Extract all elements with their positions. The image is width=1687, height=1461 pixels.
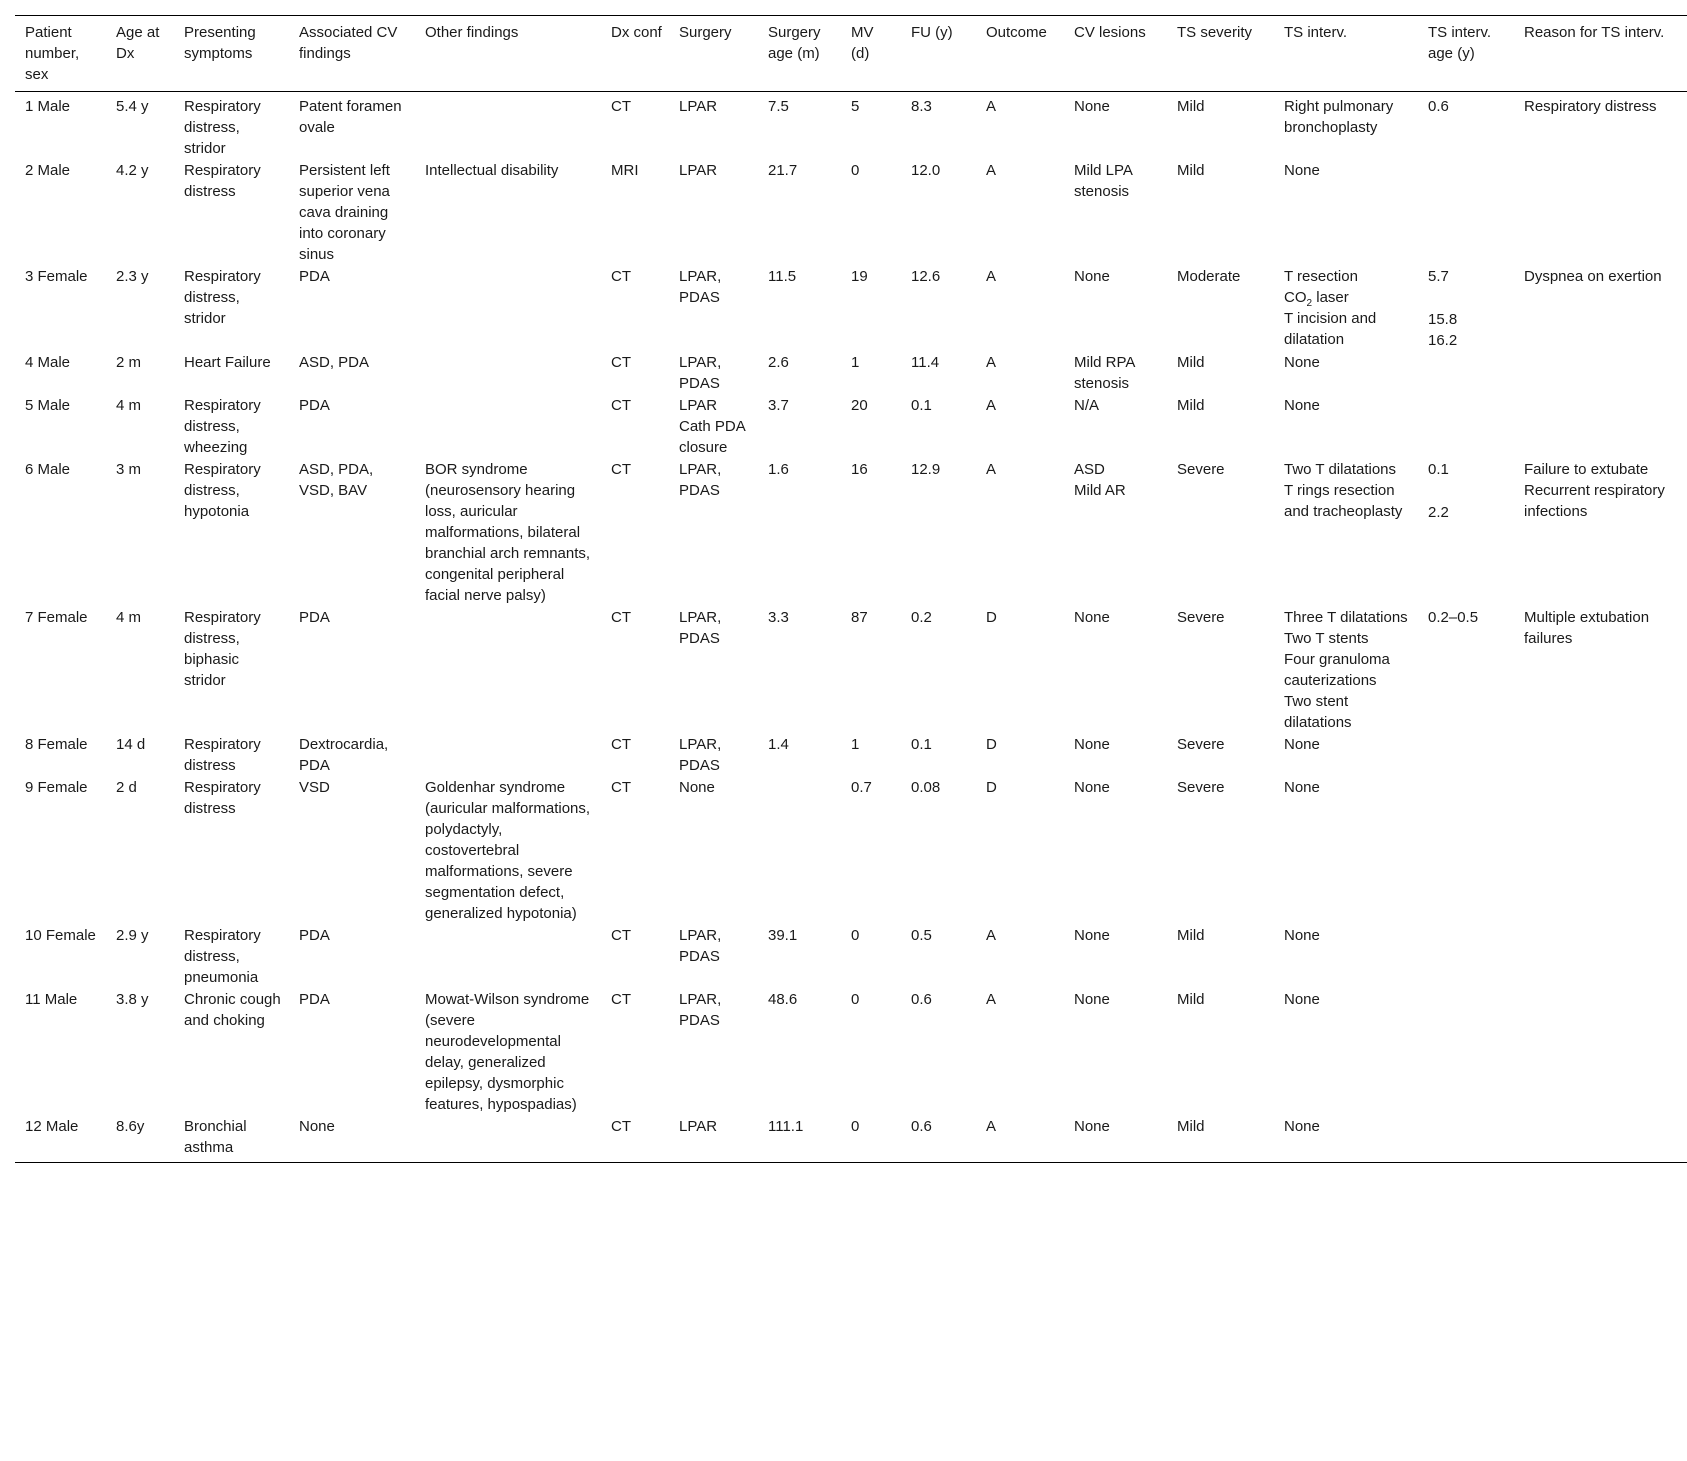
cell-reason [1514, 777, 1687, 925]
cell-surgery-age: 48.6 [768, 991, 798, 1008]
table-row [15, 92, 1687, 161]
cell-age: 2.9 y [116, 927, 149, 944]
cell-dx-conf: MRI [611, 162, 639, 179]
cell-outcome: A [986, 461, 997, 478]
cell-cv-findings: PDA [299, 991, 330, 1008]
cell-age: 4 m [116, 397, 142, 414]
cell-ts-interv: None [1284, 991, 1320, 1008]
cell-surgery-age: 3.7 [768, 397, 789, 414]
cell-patient: 10 Female [25, 927, 96, 944]
cell-surgery: LPAR [669, 1116, 758, 1163]
col-header-cv-findings: Associated CV findings [289, 16, 415, 92]
cell-cv-findings: None [289, 1116, 415, 1163]
laser-text: laser [1312, 289, 1349, 306]
ts-interv-entry: T resection [1284, 268, 1358, 285]
cell-age: 4 m [116, 609, 142, 626]
cell-other [415, 352, 601, 395]
ts-interv-entry: Two T dilatations [1284, 461, 1397, 478]
cell-surgery: LPAR [679, 98, 718, 115]
cell-ts-interv: None [1284, 354, 1320, 371]
cell-mv: 0 [851, 927, 860, 944]
table-row [15, 266, 1687, 352]
col-header-age: Age at Dx [106, 16, 174, 92]
table-row [15, 1116, 1687, 1163]
cell-surgery-age: 39.1 [768, 927, 798, 944]
cell-other: Mowat-Wilson syndrome (severe neurodevelopmental delay, generalized epilepsy, dysmorphic features, hypospadias) [425, 991, 590, 1113]
cell-surgery-age: 3.3 [768, 609, 789, 626]
cell-patient: 11 Male [25, 991, 78, 1008]
cell-surgery: LPAR Cath PDA closure [679, 397, 745, 456]
cell-fu: 11.4 [911, 354, 940, 371]
cell-dx-conf: CT [611, 268, 631, 285]
cell-cv-findings: PDA [299, 268, 330, 285]
cell-cv-lesions: None [1074, 927, 1110, 944]
cell-reason [1514, 459, 1687, 607]
cell-outcome: D [986, 609, 997, 626]
cell-fu: 0.2 [911, 609, 932, 626]
table-body [15, 92, 1687, 1163]
cell-outcome: A [986, 98, 997, 115]
cell-symptoms: Respiratory distress, stridor [184, 268, 261, 327]
ts-interv-entry: Three T dilatations [1284, 609, 1408, 626]
cell-ts-interv [1274, 266, 1418, 352]
cell-mv: 87 [851, 609, 868, 626]
patient-table [15, 15, 1687, 1163]
cell-other [415, 925, 601, 989]
cell-cv-lesions: None [1074, 991, 1110, 1008]
cell-mv: 0 [841, 1116, 901, 1163]
cell-symptoms: Respiratory distress, pneumonia [184, 927, 261, 986]
cell-symptoms: Respiratory distress, wheezing [184, 397, 261, 456]
cell-dx-conf: CT [611, 609, 631, 626]
cell-patient: 9 Female [25, 779, 88, 796]
cell-other: Goldenhar syndrome (auricular malformations, polydactyly, costovertebral malformations, severe segmentation defect, generalized hypotonia) [425, 779, 591, 922]
cell-symptoms: Respiratory distress, stridor [184, 98, 261, 157]
cell-patient: 2 Male [25, 162, 71, 179]
table-row [15, 734, 1687, 777]
cell-symptoms: Chronic cough and choking [184, 991, 281, 1029]
cell-surgery-age: 21.7 [768, 162, 798, 179]
cell-cv-findings: VSD [299, 779, 330, 796]
cell-surgery: LPAR, PDAS [679, 927, 722, 965]
cell-fu: 12.6 [911, 268, 941, 285]
table-row [15, 395, 1687, 459]
cell-ts-interv: Right pulmonary bronchoplasty [1284, 98, 1394, 136]
spacer [1428, 287, 1508, 309]
cell-dx-conf: CT [611, 354, 631, 371]
cell-age: 2 m [116, 354, 142, 371]
ts-interv-age-entry: 2.2 [1428, 504, 1449, 521]
cell-outcome: A [986, 991, 997, 1008]
ts-interv-age-entry: 16.2 [1428, 332, 1458, 349]
cell-surgery-age: 111.1 [758, 1116, 841, 1163]
cell-outcome: A [986, 162, 997, 179]
cell-other [415, 266, 601, 352]
cell-mv: 20 [851, 397, 868, 414]
cell-fu: 0.08 [911, 779, 941, 796]
cell-patient: 8 Female [25, 736, 88, 753]
col-header-surgery: Surgery [669, 16, 758, 92]
cell-mv: 0 [851, 991, 860, 1008]
cell-age: 3 m [116, 461, 142, 478]
ts-interv-entry: Two T stents [1284, 630, 1369, 647]
cell-reason [1514, 925, 1687, 989]
cell-ts-severity: Severe [1177, 609, 1225, 626]
ts-interv-entry [1284, 287, 1412, 308]
cell-ts-severity: Mild [1177, 927, 1205, 944]
cell-ts-interv-age [1418, 777, 1514, 925]
cell-fu: 0.1 [911, 736, 932, 753]
cv-lesion-entry: Mild AR [1074, 482, 1126, 499]
header-row [15, 16, 1687, 92]
cell-age: 4.2 y [116, 162, 149, 179]
reason-entry: Failure to extubate [1524, 461, 1649, 478]
cell-fu: 0.1 [911, 397, 932, 414]
cell-dx-conf: CT [611, 736, 631, 753]
cell-cv-lesions: None [1074, 609, 1110, 626]
cell-cv-lesions: N/A [1074, 397, 1100, 414]
cell-ts-interv-age [1418, 989, 1514, 1116]
col-header-patient: Patient number, sex [15, 16, 106, 92]
cell-surgery-age: 2.6 [768, 354, 789, 371]
cell-ts-interv: None [1284, 397, 1320, 414]
cell-age: 8.6y [106, 1116, 174, 1163]
cell-cv-lesions: None [1074, 779, 1110, 796]
cell-symptoms: Respiratory distress [184, 779, 261, 817]
cell-ts-interv [1274, 459, 1418, 607]
cell-cv-lesions: None [1074, 736, 1110, 753]
cell-ts-interv: None [1284, 162, 1320, 179]
cell-surgery: LPAR, PDAS [679, 991, 722, 1029]
co2-subscript: 2 [1306, 298, 1313, 309]
cell-reason [1514, 352, 1687, 395]
cell-ts-severity: Severe [1177, 461, 1225, 478]
cell-cv-lesions: None [1074, 98, 1110, 115]
cell-age: 2 d [116, 779, 137, 796]
cell-patient: 3 Female [25, 268, 88, 285]
cell-dx-conf: CT [611, 991, 631, 1008]
cell-age: 3.8 y [116, 991, 149, 1008]
table-row [15, 925, 1687, 989]
col-header-fu: FU (y) [901, 16, 976, 92]
col-header-ts-severity: TS severity [1167, 16, 1274, 92]
col-header-reason: Reason for TS interv. [1514, 16, 1687, 92]
col-header-other: Other findings [415, 16, 601, 92]
cell-patient: 5 Male [25, 397, 71, 414]
ts-interv-age-entry: 5.7 [1428, 268, 1449, 285]
ts-interv-age-entry: 15.8 [1428, 311, 1458, 328]
cell-cv-lesions: None [1074, 268, 1110, 285]
cell-ts-interv: None [1284, 779, 1320, 796]
cell-reason: Respiratory distress [1524, 98, 1657, 115]
table-row [15, 352, 1687, 395]
cell-outcome: A [986, 397, 997, 414]
cell-surgery: None [679, 779, 715, 796]
col-header-surgery-age: Surgery age (m) [758, 16, 841, 92]
cell-ts-severity: Mild [1177, 354, 1205, 371]
cell-ts-severity: Mild [1177, 162, 1205, 179]
cell-ts-severity: Severe [1177, 779, 1225, 796]
col-header-ts-interv-age: TS interv. age (y) [1418, 16, 1514, 92]
cell-cv-lesions [1064, 459, 1167, 607]
cell-symptoms: Respiratory distress [184, 736, 261, 774]
col-header-mv: MV (d) [841, 16, 901, 92]
cell-dx-conf: CT [601, 1116, 669, 1163]
cell-ts-interv-age [1418, 1116, 1514, 1163]
cell-surgery-age [758, 777, 841, 925]
cell-surgery: LPAR, PDAS [679, 609, 722, 647]
cell-surgery: LPAR, PDAS [679, 354, 722, 392]
co2-text: CO [1284, 289, 1307, 306]
cell-reason [1514, 1116, 1687, 1163]
table-row [15, 160, 1687, 266]
spacer [1428, 480, 1508, 502]
cell-ts-interv-age: 0.2–0.5 [1428, 609, 1479, 626]
cell-reason: Dyspnea on exertion [1524, 268, 1662, 285]
col-header-ts-interv: TS interv. [1274, 16, 1418, 92]
cell-fu: 0.6 [911, 991, 932, 1008]
reason-entry: Recurrent respiratory infections [1524, 482, 1665, 520]
cell-other [415, 607, 601, 734]
cell-patient: 4 Male [25, 354, 71, 371]
cell-ts-severity: Mild [1177, 397, 1205, 414]
table-row [15, 777, 1687, 925]
cell-symptoms: Bronchial asthma [174, 1116, 289, 1163]
cell-ts-severity: Severe [1177, 736, 1225, 753]
cell-patient: 12 Male [15, 1116, 106, 1163]
cell-dx-conf: CT [611, 779, 631, 796]
cell-surgery: LPAR, PDAS [679, 736, 722, 774]
cell-mv: 16 [851, 461, 868, 478]
cell-outcome: D [986, 736, 997, 753]
cell-surgery-age: 11.5 [768, 268, 797, 285]
cell-ts-interv: None [1274, 1116, 1418, 1163]
cell-ts-interv-age [1418, 160, 1514, 266]
cell-cv-findings: ASD, PDA, VSD, BAV [299, 461, 374, 499]
cell-fu: 12.9 [911, 461, 941, 478]
cell-other: BOR syndrome (neurosensory hearing loss, auricular malformations, bilateral branchial arch remnants, congenital peripheral facial nerve palsy) [425, 461, 591, 604]
ts-interv-entry: Four granuloma cauterizations [1284, 651, 1390, 689]
cell-symptoms: Respiratory distress, biphasic stridor [184, 609, 261, 689]
cell-ts-interv-age [1418, 925, 1514, 989]
col-header-outcome: Outcome [976, 16, 1064, 92]
cell-ts-severity: Mild [1177, 98, 1205, 115]
cell-dx-conf: CT [611, 397, 631, 414]
cell-mv: 0.7 [851, 779, 872, 796]
cell-symptoms: Heart Failure [184, 354, 271, 371]
cell-symptoms: Respiratory distress [184, 162, 261, 200]
cell-mv: 0 [851, 162, 860, 179]
cell-ts-interv-age: 0.6 [1428, 98, 1449, 115]
cell-ts-interv-age [1418, 734, 1514, 777]
cell-outcome: D [986, 779, 997, 796]
cell-other: Intellectual disability [425, 162, 559, 179]
cell-ts-interv [1274, 607, 1418, 734]
cell-reason [1514, 395, 1687, 459]
cell-reason [1514, 989, 1687, 1116]
cell-ts-interv: None [1284, 927, 1320, 944]
col-header-dx-conf: Dx conf [601, 16, 669, 92]
cell-cv-findings: Patent foramen ovale [299, 98, 402, 136]
cell-cv-findings: PDA [299, 397, 330, 414]
cell-other [415, 734, 601, 777]
cell-dx-conf: CT [611, 927, 631, 944]
cell-ts-interv-age [1418, 352, 1514, 395]
ts-interv-entry: T rings resection and tracheoplasty [1284, 482, 1403, 520]
cell-surgery-age: 1.4 [768, 736, 789, 753]
table-row [15, 989, 1687, 1116]
cell-dx-conf: CT [611, 461, 631, 478]
cell-other [415, 92, 601, 161]
cell-reason: Multiple extubation failures [1524, 609, 1650, 647]
ts-interv-age-entry: 0.1 [1428, 461, 1449, 478]
cell-surgery-age: 1.6 [768, 461, 789, 478]
col-header-symptoms: Presenting symptoms [174, 16, 289, 92]
cell-age: 5.4 y [116, 98, 149, 115]
cv-lesion-entry: ASD [1074, 461, 1105, 478]
cell-outcome: A [976, 1116, 1064, 1163]
cell-cv-findings: Dextrocardia, PDA [299, 736, 389, 774]
cell-outcome: A [986, 354, 997, 371]
cell-cv-findings: ASD, PDA [299, 354, 370, 371]
cell-cv-lesions: None [1064, 1116, 1167, 1163]
cell-age: 14 d [116, 736, 146, 753]
cell-patient: 1 Male [25, 98, 71, 115]
cell-cv-findings: Persistent left superior vena cava draining into coronary sinus [299, 162, 390, 263]
cell-fu: 0.6 [901, 1116, 976, 1163]
cell-mv: 1 [851, 736, 860, 753]
cell-ts-severity: Mild [1167, 1116, 1274, 1163]
cell-mv: 19 [851, 268, 868, 285]
cell-reason [1514, 734, 1687, 777]
col-header-cv-lesions: CV lesions [1064, 16, 1167, 92]
cell-dx-conf: CT [611, 98, 631, 115]
cell-fu: 8.3 [911, 98, 932, 115]
cell-mv: 5 [851, 98, 860, 115]
cell-symptoms: Respiratory distress, hypotonia [184, 461, 261, 520]
cell-cv-lesions: Mild RPA stenosis [1074, 354, 1135, 392]
cell-cv-findings: PDA [299, 609, 330, 626]
cell-surgery: LPAR [679, 162, 718, 179]
cell-patient: 7 Female [25, 609, 88, 626]
table-row [15, 459, 1687, 607]
cell-other [415, 1116, 601, 1163]
cell-cv-lesions: Mild LPA stenosis [1074, 162, 1133, 200]
cell-age: 2.3 y [116, 268, 149, 285]
cell-outcome: A [986, 268, 997, 285]
cell-surgery: LPAR, PDAS [679, 268, 722, 306]
cell-fu: 0.5 [911, 927, 932, 944]
cell-cv-findings: PDA [299, 927, 330, 944]
ts-interv-entry: Two stent dilatations [1284, 693, 1352, 731]
ts-interv-entry: T incision and dilatation [1284, 310, 1377, 348]
cell-ts-interv-age [1418, 395, 1514, 459]
cell-patient: 6 Male [25, 461, 71, 478]
cell-other [415, 395, 601, 459]
cell-reason [1514, 160, 1687, 266]
cell-ts-severity: Moderate [1177, 268, 1241, 285]
table-row [15, 607, 1687, 734]
cell-mv: 1 [851, 354, 860, 371]
cell-ts-interv-age [1418, 459, 1514, 607]
table-header [15, 16, 1687, 92]
cell-ts-interv: None [1284, 736, 1320, 753]
cell-ts-severity: Mild [1177, 991, 1205, 1008]
cell-surgery-age: 7.5 [768, 98, 789, 115]
cell-ts-interv-age [1418, 266, 1514, 352]
cell-fu: 12.0 [911, 162, 941, 179]
cell-outcome: A [986, 927, 997, 944]
cell-surgery: LPAR, PDAS [679, 461, 722, 499]
